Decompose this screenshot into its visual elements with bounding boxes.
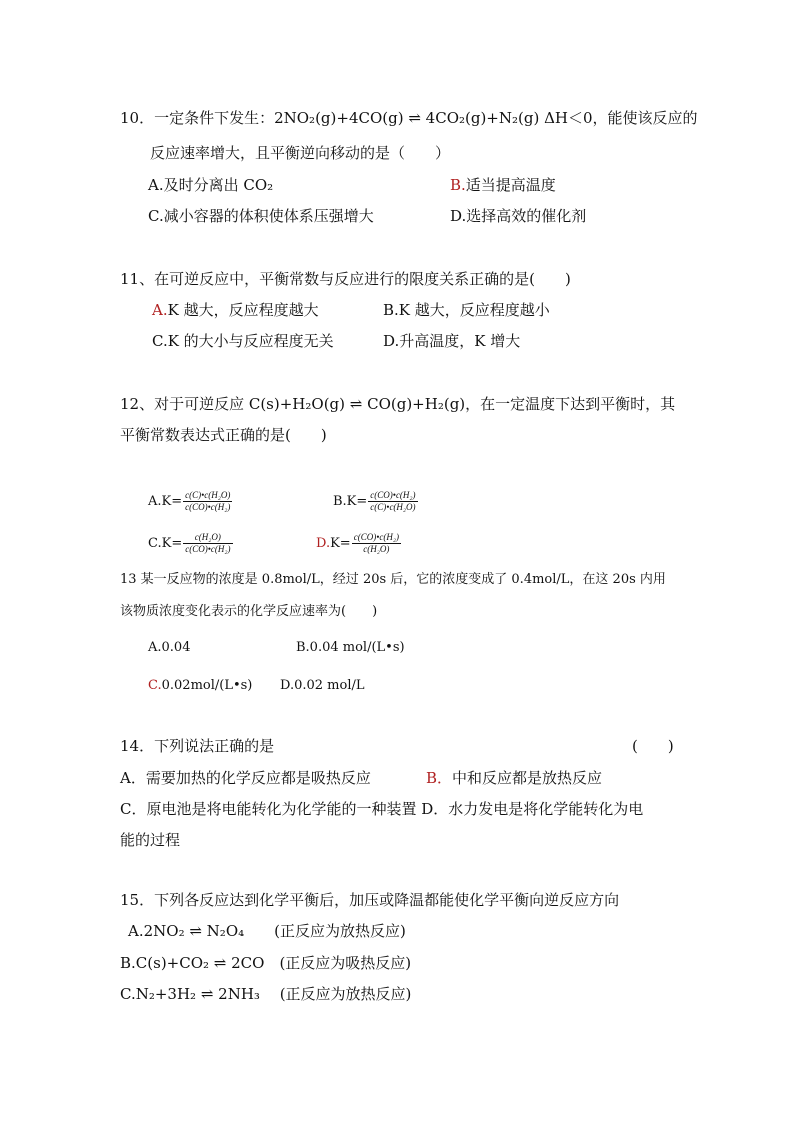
q12-option-b-label: B.K= — [333, 494, 368, 509]
q14-answer-paren: ( ) — [632, 737, 674, 755]
q10-option-c: C.减小容器的体积使体系压强增大 — [148, 207, 374, 225]
q12-option-d-label: K= — [330, 536, 351, 551]
q12-option-a-denominator: c(CO)•c(H₂) — [185, 502, 231, 512]
q12-option-b-denominator: c(C)•c(H₂O) — [370, 502, 416, 512]
q12-option-b-fraction — [368, 490, 417, 513]
q12-option-b-numerator: c(CO)•c(H₂) — [370, 490, 416, 500]
q10-option-b-letter: B. — [450, 176, 466, 194]
q12-option-c-denominator: c(CO)•c(H₂) — [185, 544, 231, 554]
q15-option-a: A.2NO₂ ⇌ N₂O₄ (正反应为放热反应) — [128, 922, 406, 940]
q11-option-a-letter: A. — [152, 301, 168, 319]
q12-option-c — [148, 532, 233, 555]
q15-option-c: C.N₂+3H₂ ⇌ 2NH₃ (正反应为放热反应) — [120, 985, 412, 1003]
q12-option-c-label: C.K= — [148, 536, 183, 551]
q12-option-c-numerator: c(H₂O) — [183, 532, 232, 544]
q13-option-c — [148, 676, 252, 696]
q12-option-b — [333, 490, 418, 513]
q13-stem-line2: 该物质浓度变化表示的化学反应速率为( ) — [120, 604, 378, 619]
q14-option-b-text: 中和反应都是放热反应 — [452, 769, 603, 787]
q14-option-d-continued: 能的过程 — [120, 831, 181, 849]
q12-option-d — [316, 532, 401, 555]
q14-option-c-d: C．原电池是将电能转化为化学能的一种装置 D．水力发电是将化学能转化为电 — [120, 800, 644, 818]
q11-stem: 11、在可逆反应中，平衡常数与反应进行的限度关系正确的是( ) — [120, 270, 571, 288]
q12-option-d-fraction — [352, 532, 401, 555]
q11-option-d: D.升高温度，K 增大 — [383, 332, 521, 350]
q11-option-a — [152, 300, 319, 320]
q13-stem-line1: 13 某一反应物的浓度是 0.8mol/L，经过 20s 后，它的浓度变成了 0.4mol/L，在这 20s 内用 — [120, 572, 666, 587]
q12-option-c-fraction — [183, 532, 232, 555]
q10-option-b — [450, 175, 556, 195]
q10-option-b-text: 适当提高温度 — [465, 176, 556, 194]
q12-option-d-denominator: c(H₂O) — [363, 544, 390, 554]
q13-option-c-letter: C. — [148, 678, 162, 693]
q14-option-b — [426, 768, 602, 788]
q14-option-b-letter: B． — [426, 769, 453, 787]
q15-option-b: B.C(s)+CO₂ ⇌ 2CO (正反应为吸热反应) — [120, 954, 412, 972]
q12-option-a-fraction — [183, 490, 232, 513]
q12-option-a-numerator: c(C)•c(H₂O) — [185, 490, 231, 500]
q10-stem-line2: 反应速率增大，且平衡逆向移动的是（ ） — [150, 144, 451, 162]
q13-option-d: D.0.02 mol/L — [280, 678, 365, 693]
q12-stem-line1: 12、对于可逆反应 C(s)+H₂O(g) ⇌ CO(g)+H₂(g)，在一定温度下达到平衡时，其 — [120, 395, 676, 413]
q12-option-d-numerator: c(CO)•c(H₂) — [353, 532, 399, 542]
q13-option-b: B.0.04 mol/(L•s) — [296, 640, 405, 655]
q14-stem: 14．下列说法正确的是 — [120, 737, 275, 755]
q10-option-d: D.选择高效的催化剂 — [450, 207, 587, 225]
q10-option-a: A.及时分离出 CO₂ — [148, 176, 274, 194]
q12-stem-line2: 平衡常数表达式正确的是( ) — [120, 426, 327, 444]
q13-option-c-text: 0.02mol/(L•s) — [161, 678, 253, 693]
q11-option-a-text: K 越大，反应程度越大 — [167, 301, 319, 319]
q11-option-b: B.K 越大，反应程度越小 — [383, 301, 550, 319]
q15-stem: 15．下列各反应达到化学平衡后，加压或降温都能使化学平衡向逆反应方向 — [120, 891, 620, 909]
q12-option-d-letter: D. — [316, 536, 331, 551]
q13-option-a: A.0.04 — [148, 640, 191, 655]
q12-option-a — [148, 490, 232, 513]
q10-stem-line1: 10．一定条件下发生：2NO₂(g)+4CO(g) ⇌ 4CO₂(g)+N₂(g) ΔH＜0，能使该反应的 — [120, 109, 698, 127]
q14-option-a: A．需要加热的化学反应都是吸热反应 — [120, 769, 371, 787]
q12-option-a-label: A.K= — [148, 494, 183, 509]
q11-option-c: C.K 的大小与反应程度无关 — [152, 332, 334, 350]
